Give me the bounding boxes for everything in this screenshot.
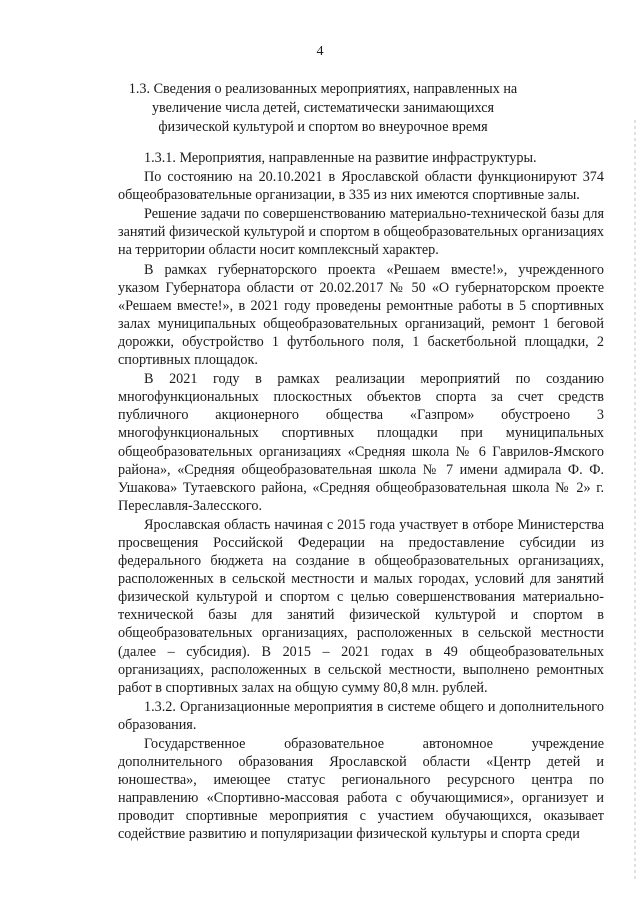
paragraph-subsection-1: 1.3.1. Мероприятия, направленные на развитие инфраструктуры. xyxy=(144,150,537,166)
document-body xyxy=(118,149,604,845)
section-heading: 1.3. Сведения о реализованных мероприятиях, направленных на увеличение числа детей, систематически занимающихся физической культурой и спортом во внеурочное время xyxy=(128,81,518,135)
paragraph: Решение задачи по совершенствованию материально-технической базы для занятий физической культурой и спортом в общеобразовательных организациях на территории области носит комплексный характер. xyxy=(118,206,604,259)
page-number: 4 xyxy=(316,44,324,59)
paragraph: В рамках губернаторского проекта «Решаем вместе!», учрежденного указом Губернатора области от 20.02.2017 № 50 «О губернаторском проекте «Решаем вместе!», в 2021 году проведены ремонтные работы в 5 спортивных залах муниципальных общеобразовательных организаций, ремонт 1 беговой дорожки, обустройство 1 футбольного поля, 1 баскетбольной площадки, 2 спортивных площадок. xyxy=(118,261,604,369)
paragraph: По состоянию на 20.10.2021 в Ярославской области функционируют 374 общеобразовательные организации, в 335 из них имеются спортивные залы. xyxy=(118,169,604,204)
paragraph: Ярославская область начиная с 2015 года участвует в отборе Министерства просвещения Российской Федерации на предоставление субсидии из федерального бюджета на создание в общеобразовательных организациях, расположенных в сельской местности и малых городах, условий для занятий физической культурой и спортом с целью совершенствования материально-технической базы для занятий физической культурой и спортом в общеобразовательных организациях, расположенных в сельской местности (далее – субсидия). В 2015 – 2021 годах в 49 общеобразовательных организациях, расположенных в сельской местности, выполнено ремонтных работ в спортивных залах на общую сумму 80,8 млн. рублей. xyxy=(118,516,604,696)
scan-edge-artifact xyxy=(634,120,636,880)
paragraph: В 2021 году в рамках реализации мероприятий по созданию многофункциональных плоскостных объектов спорта за счет средств публичного акционерного общества «Газпром» обустроено 3 многофункциональных спортивных площадки при муниципальных общеобразовательных организациях «Средняя школа № 6 Гаврилов-Ямского района», «Средняя общеобразовательная школа № 7 имени адмирала Ф. Ф. Ушакова» Тутаевского района, «Средняя общеобразовательная школа № 2» г. Переславля-Залесского. xyxy=(118,371,604,514)
paragraph-subsection-2: 1.3.2. Организационные мероприятия в системе общего и дополнительного образования. xyxy=(118,698,604,733)
paragraph: Государственное образовательное автономное учреждение дополнительного образования Ярославской области «Центр детей и юношества», имеющее статус регионального ресурсного центра по направлению «Спортивно-массовая работа с обучающимися», организует и проводит спортивные мероприятия с участием обучающихся, оказывает содействие развитию и популяризации физической культуры и спорта среди xyxy=(118,736,604,843)
